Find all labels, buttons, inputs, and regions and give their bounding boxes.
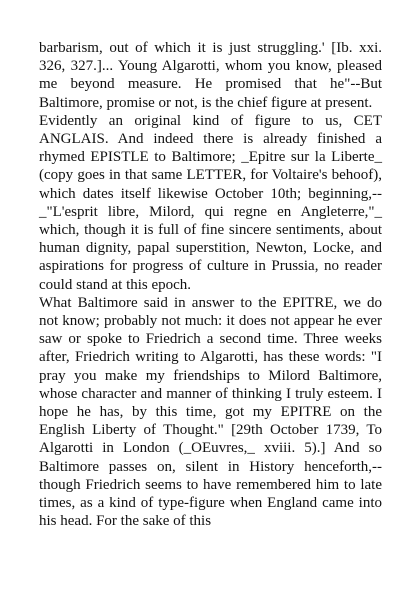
paragraph-2: Evidently an original kind of figure to us, CET ANGLAIS. And indeed there is already finished a rhymed EPISTLE to Baltimore; _Epitre sur la Liberte_ (copy goes in that same LETTER, for Voltaire's behoof), which dates itself likewise October 10th; beginning,--_"L'esprit libre, Milord, qui regne en Angleterre,"_ which, though it is full of fine sincere sentiments, about human dignity, papal superstition, Newton, Locke, and aspirations for progress of culture in Prussia, no reader could stand at this epoch. (39, 112, 382, 293)
paragraph-1: barbarism, out of which it is just struggling.' [Ib. xxi. 326, 327.]... Young Algarotti, whom you know, pleased me beyond measure. He promised that he"--But Baltimore, promise or not, is the chief figure at present. (39, 40, 382, 111)
document-page (39, 39, 382, 530)
paragraph-3: What Baltimore said in answer to the EPITRE, we do not know; probably not much: it does not appear he ever saw or spoke to Friedrich a second time. Three weeks after, Friedrich writing to Algarotti, has these words: "I pray you make my friendships to Milord Baltimore, whose character and manner of thinking I truly esteem. I hope he has, by this time, got my EPITRE on the English Liberty of Thought." [29th October 1739, To Algarotti in London (_OEuvres,_ xviii. 5).] And so Baltimore passes on, silent in History henceforth,--though Friedrich seems to have remembered him to late times, as a kind of type-figure when England came into his head. For the sake of this (39, 294, 382, 530)
